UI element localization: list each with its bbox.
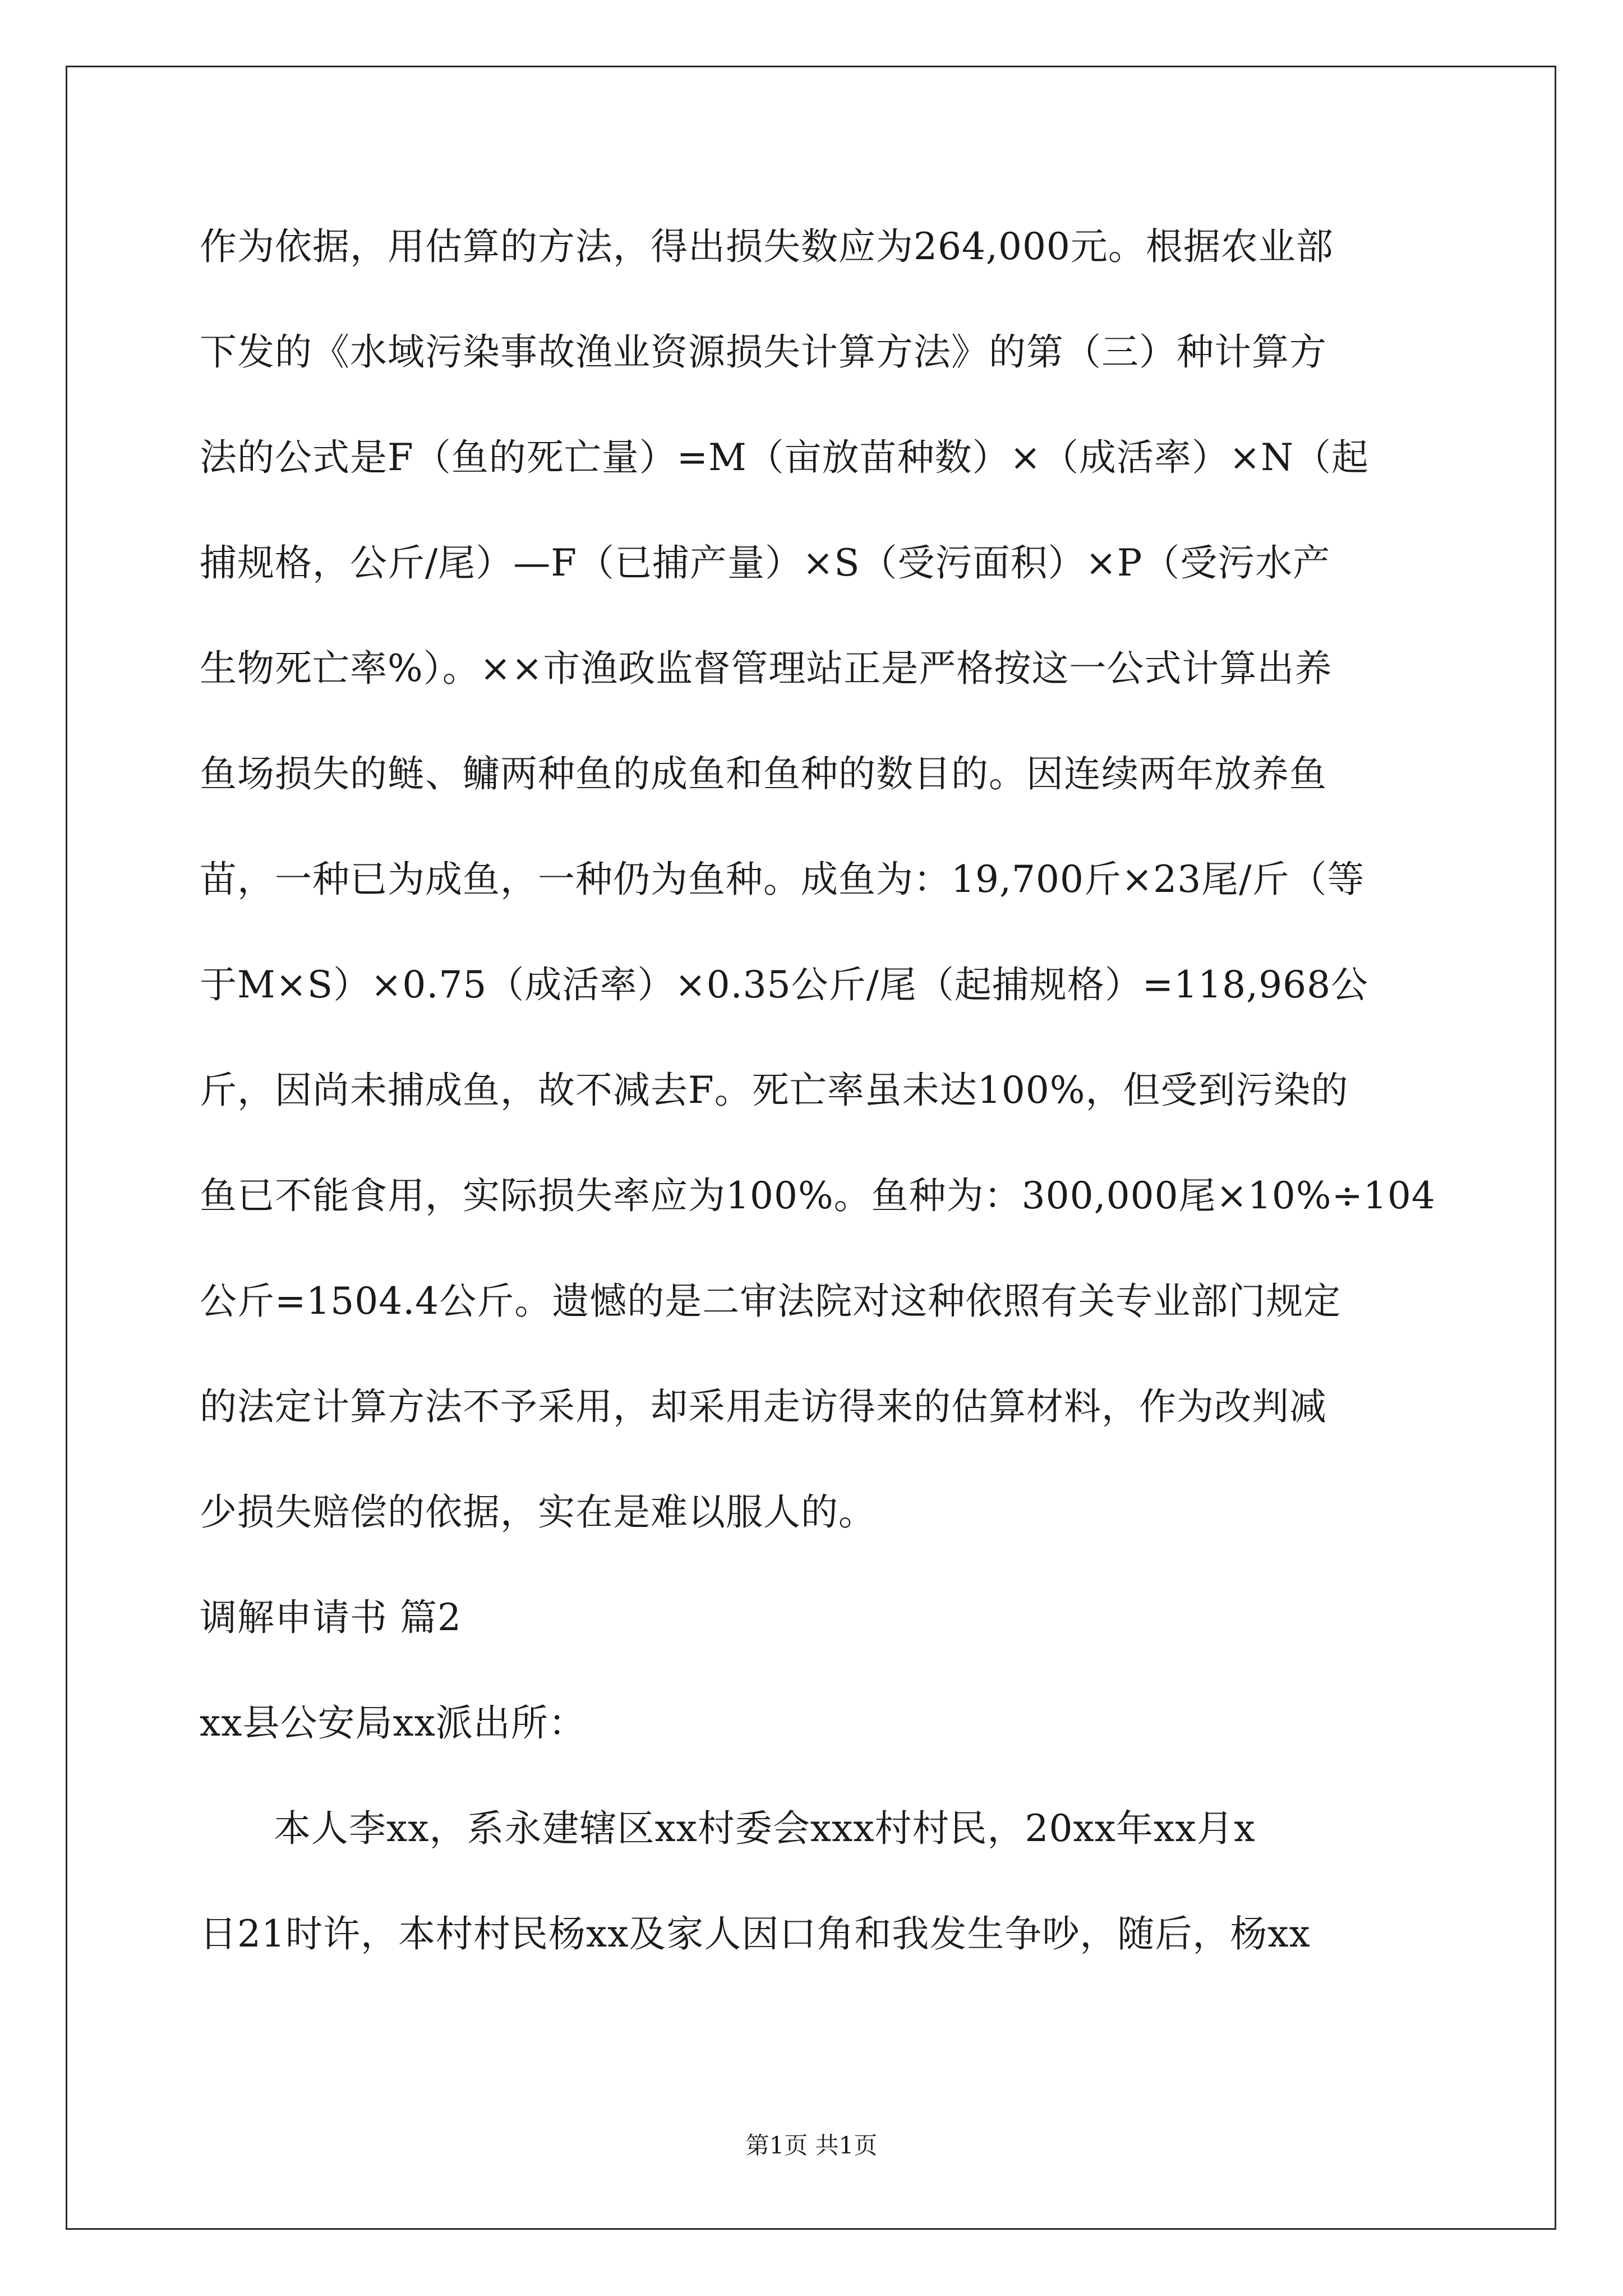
paragraph-line: 苗，一种已为成鱼，一种仍为鱼种。成鱼为：19,700斤×23尾/斤（等 <box>200 858 1365 901</box>
paragraph-line: 斤，因尚未捕成鱼，故不减去F。死亡率虽未达100%，但受到污染的 <box>200 1069 1349 1112</box>
paragraph-line: 少损失赔偿的依据，实在是难以服人的。 <box>200 1490 876 1534</box>
salutation: xx县公安局xx派出所： <box>200 1701 586 1745</box>
paragraph-line: 日21时许，本村村民杨xx及家人因口角和我发生争吵，随后，杨xx <box>200 1912 1311 1955</box>
paragraph-line: 法的公式是F（鱼的死亡量）=M（亩放苗种数）×（成活率）×N（起 <box>200 436 1370 479</box>
paragraph-line: 本人李xx，系永建辖区xx村委会xxx村村民，20xx年xx月x <box>274 1807 1256 1850</box>
section-heading: 调解申请书 篇2 <box>200 1596 462 1639</box>
paragraph-line: 的法定计算方法不予采用，却采用走访得来的估算材料，作为改判减 <box>200 1385 1327 1428</box>
paragraph-line: 捕规格，公斤/尾）—F（已捕产量）×S（受污面积）×P（受污水产 <box>200 541 1331 585</box>
paragraph-line: 于M×S）×0.75（成活率）×0.35公斤/尾（起捕规格）=118,968公 <box>200 963 1369 1006</box>
page-footer: 第1页 共1页 <box>745 2132 878 2159</box>
paragraph-line: 生物死亡率%）。××市渔政监督管理站正是严格按这一公式计算出养 <box>200 647 1332 690</box>
document-body <box>200 213 1445 2006</box>
paragraph-line: 公斤=1504.4公斤。遗憾的是二审法院对这种依照有关专业部门规定 <box>200 1280 1341 1323</box>
paragraph-line: 鱼场损失的鲢、鳙两种鱼的成鱼和鱼种的数目的。因连续两年放养鱼 <box>200 752 1327 795</box>
paragraph-line: 作为依据，用估算的方法，得出损失数应为264,000元。根据农业部 <box>200 225 1334 268</box>
paragraph-line: 鱼已不能食用，实际损失率应为100%。鱼种为：300,000尾×10%÷104 <box>200 1174 1436 1217</box>
paragraph-line: 下发的《水域污染事故渔业资源损失计算方法》的第（三）种计算方 <box>200 330 1327 374</box>
